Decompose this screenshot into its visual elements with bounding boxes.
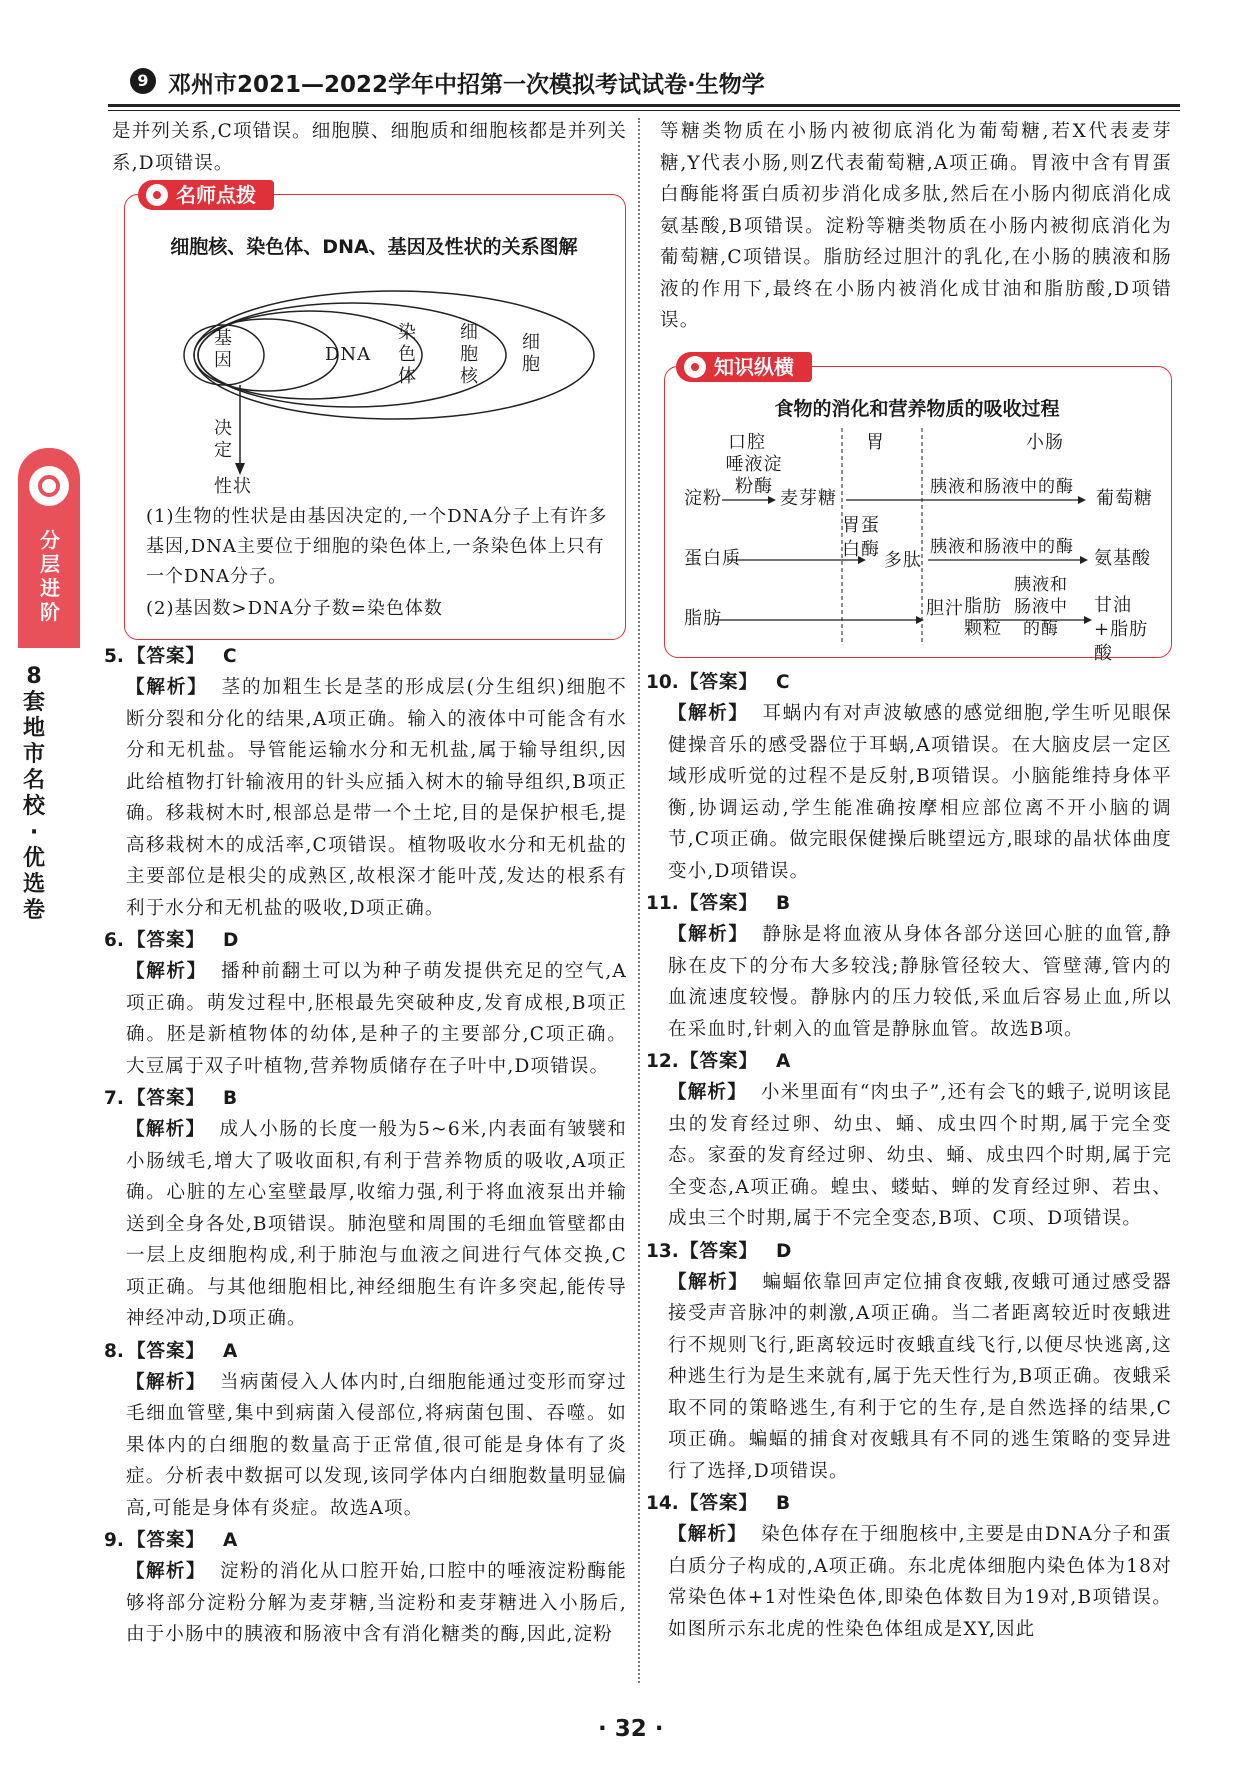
col-stomach: 胃 [866, 432, 885, 453]
knowledge-box-title: 食物的消化和营养物质的吸收过程 [774, 398, 1060, 420]
answer-item [646, 889, 1172, 1045]
analysis-text: 染色体存在于细胞核中,主要是由DNA分子和蛋白质分子构成的,A项正确。东北虎体细胞内染色体为18对常染色体+1对性染色体,即染色体数目为19对,B项错误。如图所示东北虎的性染色体组成是XY,因此 [668, 1524, 1172, 1640]
answer-label: 【答案】 [127, 1088, 206, 1109]
tip-box-title: 细胞核、染色体、DNA、基因及性状的关系图解 [170, 236, 578, 258]
analysis-text: 小米里面有“肉虫子”,还有会飞的蛾子,说明该昆虫的发育经过卵、幼虫、蛹、成虫四个时期,属于完全变态。家蚕的发育经过卵、幼虫、蛹、成虫四个时期,属于完全变态,A项正确。蝗虫、蝼蛄、蝉的发育经过卵、若虫、成虫三个时期,属于不完全变态,B项、C项、D项错误。 [668, 1082, 1172, 1229]
knowledge-box-tag [676, 352, 812, 382]
left-column [112, 116, 627, 179]
knowledge-box-tag-label: 知识纵横 [714, 355, 794, 379]
left-intro: 是并列关系,C项错误。细胞膜、细胞质和细胞核都是并列关系,D项错误。 [112, 121, 627, 174]
tip-box-tag [138, 180, 274, 210]
analysis-text: 静脉是将血液从身体各部分送回心脏的血管,静脉在皮下的分布大多较浅;静脉管径较大、管壁薄,管内的血流速度较慢。静脉内的压力较低,采血后容易止血,所以在采血时,针刺入的血管是静脉血管。故选B项。 [668, 924, 1172, 1040]
answer-item [646, 1047, 1172, 1235]
header-rule-thin [108, 110, 1180, 111]
end-glycerol-fatty-acid: 甘油+脂肪酸 [1094, 595, 1149, 664]
question-number: 10. [646, 672, 679, 693]
right-intro-block [660, 116, 1172, 337]
product-peptide: 多肽 [884, 550, 922, 571]
enzyme-saliva: 唾液淀粉酶 [725, 454, 783, 497]
fat-particle: 脂肪颗粒 [964, 596, 1002, 639]
answer-item [646, 1489, 1172, 1645]
bile-label: 胆汁 [926, 598, 964, 619]
header-rule [108, 104, 1180, 107]
product-maltose: 麦芽糖 [780, 488, 837, 509]
analysis-label: 【解析】 [668, 924, 749, 945]
answer-value: C [223, 646, 237, 667]
analysis-text: 茎的加粗生长是茎的形成层(分生组织)细胞不断分裂和分化的结果,A项正确。输入的液体中可能含有水分和无机盐。导管能运输水分和无机盐,属于输导组织,因此给植物打针输液用的针头应插入树木的输导组织,B项正确。移栽树木时,根部总是带一个土坨,目的是保护根毛,提高移栽树木的成活率,C项错误。植物吸收水分和无机盐的主要部位是根尖的成熟区,故根深才能叶茂,发达的根系有利于水分和无机盐的吸收,D项正确。 [126, 677, 627, 919]
answer-item [646, 668, 1172, 887]
analysis-label: 【解析】 [668, 703, 749, 724]
right-intro: 等糖类物质在小肠内被彻底消化为葡萄糖,若X代表麦芽糖,Y代表小肠,则Z代表葡萄糖,A项正确。胃液中含有胃蛋白酶能将蛋白质初步消化成多肽,然后在小肠内彻底消化成氨基酸,B项错误。淀粉等糖类物质在小肠内被彻底消化为葡萄糖,C项错误。脂肪经过胆汁的乳化,在小肠的胰液和肠液的作用下,最终在小肠内被消化成甘油和脂肪酸,D项错误。 [660, 121, 1172, 331]
question-number: 11. [646, 893, 679, 914]
end-glucose: 葡萄糖 [1096, 488, 1153, 509]
answer-label: 【答案】 [680, 1493, 759, 1514]
analysis-label: 【解析】 [668, 1271, 749, 1293]
right-answers [646, 666, 1172, 1645]
row-starch: 淀粉 [684, 488, 722, 509]
analysis-label: 【解析】 [126, 1561, 206, 1582]
analysis-text: 耳蜗内有对声波敏感的感觉细胞,学生听见眼保健操音乐的感受器位于耳蜗,A项错误。在大脑皮层一定区域形成听觉的过程不是反射,B项错误。小脑能维持身体平衡,协调运动,学生能准确按摩相应部位离不开小脑的调节,C项正确。做完眼保健操后眺望远方,眼球的晶状体曲度变小,D项错误。 [668, 703, 1172, 882]
tip-note-1: (1)生物的性状是由基因决定的,一个DNA分子上有许多基因,DNA主要位于细胞的染色体上,一条染色体上只有一个DNA分子。 [146, 506, 608, 587]
analysis-text: 蝙蝠依靠回声定位捕食夜蛾,夜蛾可通过感受器接受声音脉冲的刺激,A项正确。当二者距离较近时夜蛾进行不规则飞行,距离较远时夜蛾直线飞行,以便尽快逃离,这种逃生行为是生来就有,属于先天性行为,B项正确。夜蛾采取不同的策略逃生,有利于它的生存,是自然选择的结果,C项正确。蝙蝠的捕食对夜蛾具有不同的逃生策略的变异进行了选择,D项错误。 [668, 1271, 1172, 1482]
tip-box-tag-label: 名师点拨 [176, 183, 256, 207]
label-nucleus: 细胞核 [460, 322, 479, 387]
answer-label: 【答案】 [127, 1530, 206, 1551]
question-number: 9. [104, 1530, 124, 1551]
answer-value: B [776, 1493, 791, 1514]
analysis-text: 当病菌侵入人体内时,白细胞能通过变形而穿过毛细血管壁,集中到病菌入侵部位,将病菌包围、吞噬。如果体内的白细胞的数量高于正常值,很可能是身体有了炎症。分析表中数据可以发现,该同学体内白细胞数量明显偏高,可能是身体有炎症。故选A项。 [126, 1371, 627, 1519]
analysis-label: 【解析】 [126, 1119, 206, 1140]
col-intestine: 小肠 [1026, 432, 1064, 453]
answer-label: 【答案】 [680, 893, 759, 914]
side-tab [18, 448, 80, 648]
enzyme-pepsin: 胃蛋白酶 [842, 515, 880, 560]
answer-label: 【答案】 [680, 672, 759, 693]
label-chromosome: 染色体 [398, 322, 417, 387]
target-icon [29, 466, 69, 506]
left-answers [104, 640, 627, 1651]
label-determine: 决定 [214, 418, 233, 461]
side-vertical-text: 8套地市名校·优选卷 [22, 664, 45, 923]
intestine-enzyme-1: 胰液和肠液中的酶 [930, 477, 1074, 497]
analysis-text: 成人小肠的长度一般为5~6米,内表面有皱襞和小肠绒毛,增大了吸收面积,有利于营养物质的吸收,A项正确。心脏的左心室壁最厚,收缩力强,利于将血液泵出并输送到全身各处,B项错误。肺泡壁和周围的毛细血管壁都由一层上皮细胞构成,利于肺泡与血液之间进行气体交换,C项正确。与其他细胞相比,神经细胞生有许多突起,能传导神经冲动,D项正确。 [126, 1119, 627, 1329]
intestine-enzyme-3: 胰液和肠液中的酶 [1014, 575, 1068, 639]
answer-item [646, 1237, 1172, 1488]
question-number: 13. [646, 1240, 679, 1262]
page-number: · 32 · [598, 1716, 664, 1742]
intestine-enzyme-2: 胰液和肠液中的酶 [930, 537, 1074, 557]
label-cell: 细胞 [522, 332, 541, 375]
analysis-label: 【解析】 [126, 1371, 206, 1393]
header-title: 邓州市2021—2022学年中招第一次模拟考试试卷·生物学 [168, 72, 765, 98]
answer-value: B [776, 893, 791, 914]
side-tab-text: 分层进阶 [40, 528, 60, 624]
answer-item [104, 1084, 627, 1335]
answer-label: 【答案】 [127, 930, 206, 951]
answer-value: A [223, 1340, 238, 1362]
analysis-label: 【解析】 [668, 1082, 748, 1103]
question-number: 5. [104, 646, 124, 667]
analysis-label: 【解析】 [126, 677, 208, 698]
question-number: 14. [646, 1493, 679, 1514]
answer-item [104, 1526, 627, 1651]
target-icon [684, 356, 706, 378]
answer-label: 【答案】 [680, 1051, 759, 1072]
analysis-label: 【解析】 [126, 961, 207, 982]
question-number: 8. [104, 1340, 124, 1362]
answer-value: D [223, 930, 239, 951]
question-number: 7. [104, 1088, 124, 1109]
question-number: 6. [104, 930, 124, 951]
answer-value: C [776, 672, 790, 693]
header-badge: 9 [130, 68, 156, 94]
label-gene: 基因 [214, 328, 233, 371]
label-dna: DNA [325, 344, 372, 365]
answer-item [104, 926, 627, 1082]
end-amino-acid: 氨基酸 [1094, 548, 1151, 569]
label-trait: 性状 [214, 476, 252, 497]
answer-label: 【答案】 [127, 646, 206, 667]
answer-value: A [223, 1530, 238, 1551]
answer-value: D [776, 1240, 792, 1262]
col-mouth: 口腔 [728, 432, 766, 453]
row-protein: 蛋白质 [684, 548, 741, 569]
analysis-label: 【解析】 [668, 1524, 748, 1545]
answer-item [104, 1337, 627, 1525]
target-icon [146, 184, 168, 206]
answer-value: A [776, 1051, 791, 1072]
analysis-text: 播种前翻土可以为种子萌发提供充足的空气,A项正确。萌发过程中,胚根最先突破种皮,发育成根,B项正确。胚是新植物体的幼体,是种子的主要部分,C项正确。大豆属于双子叶植物,营养物质储存在子叶中,D项错误。 [126, 961, 627, 1077]
row-fat: 脂肪 [684, 608, 722, 629]
answer-label: 【答案】 [680, 1240, 759, 1262]
answer-label: 【答案】 [127, 1340, 206, 1362]
tip-note-2: (2)基因数>DNA分子数=染色体数 [146, 598, 443, 619]
analysis-text: 淀粉的消化从口腔开始,口腔中的唾液淀粉酶能够将部分淀粉分解为麦芽糖,当淀粉和麦芽糖进入小肠后,由于小肠中的胰液和肠液中含有消化糖类的酶,因此,淀粉 [126, 1561, 627, 1645]
answer-item [104, 642, 627, 924]
answer-value: B [223, 1088, 238, 1109]
page-header [130, 62, 1180, 100]
column-divider [638, 118, 641, 1683]
question-number: 12. [646, 1051, 679, 1072]
